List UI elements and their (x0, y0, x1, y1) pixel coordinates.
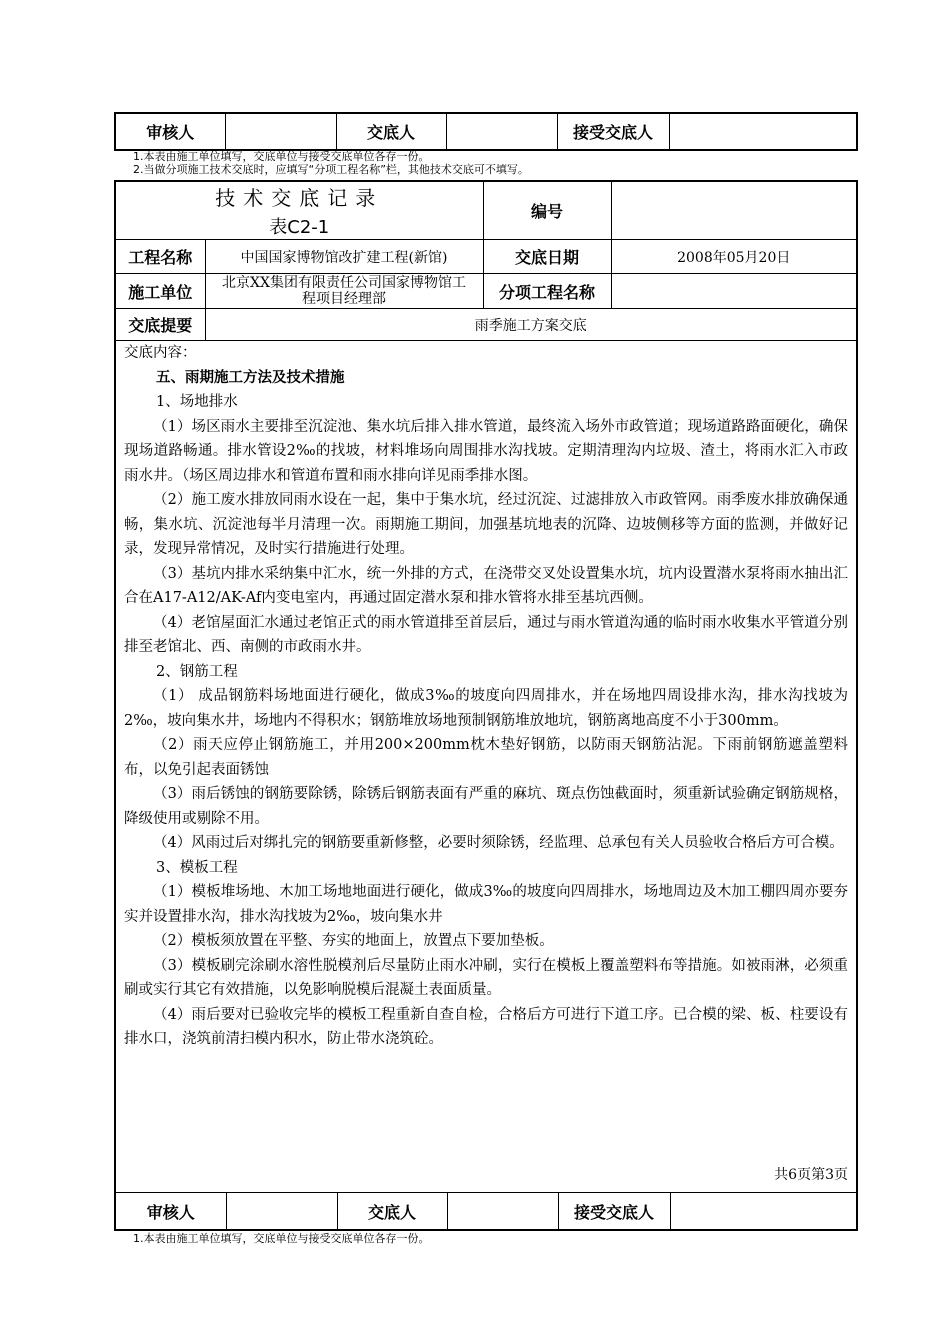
number-label: 编号 (483, 181, 611, 240)
paragraph: （4）雨后要对已验收完毕的模板工程重新自查自检，合格后方可进行下道工序。已合模的梁、板、柱要设有排水口，浇筑前清扫模内积水，防止带水浇筑砼。 (124, 1006, 848, 1047)
project-name-label: 工程名称 (115, 240, 205, 274)
date-value: 2008年05月20日 (611, 240, 857, 274)
form-title: 技术交底记录 (215, 186, 384, 210)
presenter-label: 交底人 (337, 1193, 447, 1229)
paragraph: （1）模板堆场地、木加工场地地面进行硬化，做成3‰的坡度向四周排水，场地周边及木加工棚四周亦要夯实并设置排水沟，排水沟找坡为2‰，坡向集水井 (124, 884, 848, 925)
bottom-signature-table (116, 1193, 858, 1229)
presenter-field[interactable] (447, 1193, 558, 1229)
reviewer-label: 审核人 (115, 113, 225, 150)
top-signature-table (114, 112, 858, 151)
paragraph: （4）老馆屋面汇水通过老馆正式的雨水管道排至首层后，通过与雨水管道沟通的临时雨水收集水平管道分别排至老馆北、西、南侧的市政雨水井。 (124, 614, 848, 655)
project-name-value: 中国国家博物馆改扩建工程(新馆) (205, 240, 483, 274)
content-label: 交底内容： (124, 345, 197, 361)
main-form-table (114, 180, 858, 1231)
reviewer-field[interactable] (226, 1193, 337, 1229)
section-title: 3、模板工程 (156, 859, 238, 876)
paragraph: （1） 成品钢筋料场地面进行硬化，做成3‰的坡度向四周排水，并在场地四周设排水沟，排水沟找坡为2‰，坡向集水井，场地内不得积水；钢筋堆放场地预制钢筋堆放地坑，钢筋离地高度不小于300mm。 (124, 688, 848, 729)
reviewer-field[interactable] (225, 113, 336, 150)
summary-value: 雨季施工方案交底 (205, 309, 857, 341)
construction-unit-value: 北京XX集团有限责任公司国家博物馆工程项目经理部 (205, 274, 483, 309)
paragraph: （3）基坑内排水采纳集中汇水，统一外排的方式，在浇带交叉处设置集水坑，坑内设置潜水泵将雨水抽出汇合在A17-A12/AK-Af内变电室内，再通过固定潜水泵和排水管将水排至基坑西侧。 (124, 565, 848, 606)
presenter-label: 交底人 (336, 113, 446, 150)
top-note-2: 2.当做分项施工技术交底时，应填写“分项工程名称”栏，其他技术交底可不填写。 (133, 163, 529, 176)
form-title-cell (115, 181, 483, 240)
paragraph: （3）雨后锈蚀的钢筋要除锈，除锈后钢筋表面有严重的麻坑、斑点伤蚀截面时，须重新试验确定钢筋规格，降级使用或剔除不用。 (124, 786, 848, 827)
page-indicator: 共6页第3页 (774, 1167, 848, 1183)
bottom-signature-row (115, 1193, 857, 1231)
content-cell (115, 341, 857, 1193)
section-title: 1、场地排水 (156, 394, 238, 410)
paragraph: （1）场区雨水主要排至沉淀池、集水坑后排入排水管道，最终流入场外市政管道；现场道路路面硬化，确保现场道路畅通。排水管设2‰的找坡，材料堆场向周围排水沟找坡。定期清理沟内垃圾、渣土，将雨水汇入市政雨水井。（场区周边排水和管道布置和雨水排向详见雨季排水图。 (124, 418, 848, 484)
paragraph: （2）施工废水排放同雨水设在一起，集中于集水坑，经过沉淀、过滤排放入市政管网。雨季废水排放确保通畅，集水坑、沉淀池每半月清理一次。雨期施工期间，加强基坑地表的沉降、边坡侧移等方面的监测，并做好记录，发现异常情况，及时实行措施进行处理。 (124, 492, 848, 557)
construction-unit-label: 施工单位 (115, 274, 205, 309)
bottom-note-1: 1.本表由施工单位填写，交底单位与接受交底单位各存一份。 (133, 1232, 430, 1245)
form-number-code: 表C2-1 (269, 217, 330, 238)
receiver-label: 接受交底人 (557, 113, 669, 150)
summary-label: 交底提要 (115, 309, 205, 341)
section-title: 2、钢筋工程 (156, 663, 238, 680)
receiver-field[interactable] (670, 1193, 858, 1229)
date-label: 交底日期 (483, 240, 611, 274)
paragraph: （2）模板须放置在平整、夯实的地面上，放置点下要加垫板。 (153, 933, 554, 949)
receiver-field[interactable] (669, 113, 857, 150)
top-note-1: 1.本表由施工单位填写，交底单位与接受交底单位各存一份。 (133, 150, 430, 163)
paragraph: （2）雨天应停止钢筋施工，并用200×200mm枕木垫好钢筋，以防雨天钢筋沾泥。下雨前钢筋遮盖塑料布，以免引起表面锈蚀 (124, 737, 848, 778)
subproject-field[interactable] (611, 274, 857, 309)
content-heading: 五、雨期施工方法及技术措施 (156, 369, 345, 386)
subproject-label: 分项工程名称 (483, 274, 611, 309)
receiver-label: 接受交底人 (558, 1193, 670, 1229)
reviewer-label: 审核人 (116, 1193, 226, 1229)
presenter-field[interactable] (446, 113, 557, 150)
paragraph: （3）模板刷完涂刷水溶性脱模剂后尽量防止雨水冲刷，实行在模板上覆盖塑料布等措施。如被雨淋，必须重刷或实行其它有效措施，以免影响脱模后混凝土表面质量。 (124, 957, 848, 998)
number-field[interactable] (611, 181, 857, 240)
paragraph: （4）风雨过后对绑扎完的钢筋要重新修整，必要时须除锈，经监理、总承包有关人员验收合格后方可合模。 (153, 835, 844, 851)
